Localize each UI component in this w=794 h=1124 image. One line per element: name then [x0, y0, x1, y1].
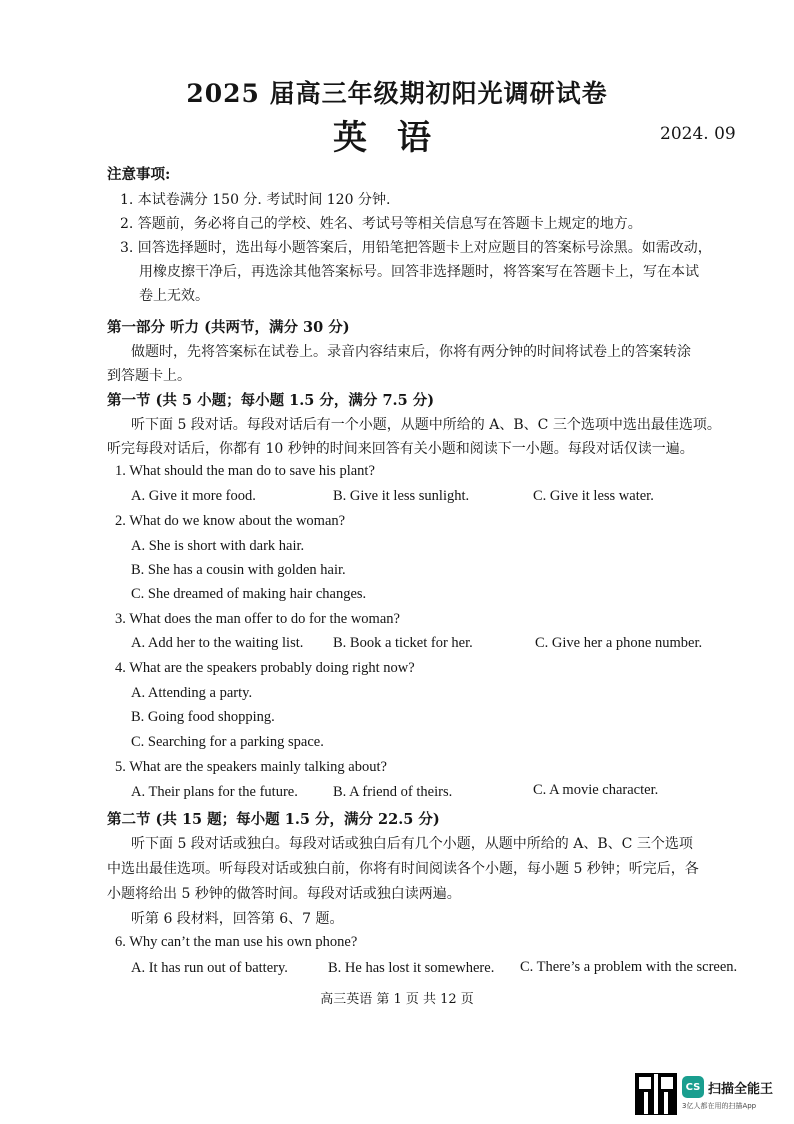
- question-6-stem: 6. Why can’t the man use his own phone?: [115, 934, 358, 950]
- question-5-option-a: A. Their plans for the future.: [131, 784, 298, 800]
- question-5-option-c: C. A movie character.: [533, 782, 659, 798]
- subject-title: 英语: [333, 118, 461, 158]
- section2-intro-line2: 中选出最佳选项。听每段对话或独白前，你将有时间阅读各个小题，每小题 5 秒钟；听完后，各: [107, 861, 699, 877]
- question-4-stem: 4. What are the speakers probably doing right now?: [115, 660, 415, 676]
- question-2-option-a: A. She is short with dark hair.: [131, 538, 305, 554]
- question-4-option-c: C. Searching for a parking space.: [131, 734, 324, 750]
- notice-item-3-cont: 用橡皮擦干净后，再选涂其他答案标号。回答非选择题时，将答案写在答题卡上，写在本试: [139, 264, 699, 280]
- notice-item-1: 1. 本试卷满分 150 分. 考试时间 120 分钟.: [120, 192, 391, 208]
- qr-code-icon: [636, 1074, 676, 1114]
- scanner-tagline: 3亿人都在用的扫描App: [682, 1102, 757, 1110]
- part1-intro-line2: 到答题卡上。: [107, 368, 191, 384]
- section1-intro-line1: 听下面 5 段对话。每段对话后有一个小题，从题中所给的 A、B、C 三个选项中选出最佳选项。: [131, 417, 721, 433]
- notice-item-2: 2. 答题前，务必将自己的学校、姓名、考试号等相关信息写在答题卡上规定的地方。: [120, 216, 642, 232]
- question-5-stem: 5. What are the speakers mainly talking about?: [115, 759, 387, 775]
- question-4-option-a: A. Attending a party.: [131, 685, 253, 701]
- question-3-stem: 3. What does the man offer to do for the woman?: [115, 611, 400, 627]
- question-2-stem: 2. What do we know about the woman?: [115, 513, 346, 529]
- section1-heading: 第一节 (共 5 小题；每小题 1.5 分，满分 7.5 分): [107, 392, 435, 409]
- question-1-option-c: C. Give it less water.: [533, 488, 654, 504]
- question-3-option-b: B. Book a ticket for her.: [333, 635, 473, 651]
- question-1-option-b: B. Give it less sunlight.: [333, 488, 470, 504]
- notice-heading: 注意事项:: [107, 166, 171, 183]
- question-4-option-b: B. Going food shopping.: [131, 709, 275, 725]
- section2-material-note: 听第 6 段材料，回答第 6、7 题。: [131, 911, 344, 927]
- question-6-option-b: B. He has lost it somewhere.: [328, 960, 495, 976]
- part1-heading: 第一部分 听力 (共两节，满分 30 分): [107, 319, 350, 336]
- question-2-option-b: B. She has a cousin with golden hair.: [131, 562, 346, 578]
- notice-item-3-end: 卷上无效。: [139, 288, 209, 304]
- question-3-option-a: A. Add her to the waiting list.: [131, 635, 304, 651]
- section2-heading: 第二节 (共 15 题；每小题 1.5 分，满分 22.5 分): [107, 811, 440, 828]
- question-6-option-c: C. There’s a problem with the screen.: [520, 959, 738, 975]
- question-2-option-c: C. She dreamed of making hair changes.: [131, 586, 367, 602]
- exam-title: 2025 届高三年级期初阳光调研试卷: [186, 79, 608, 108]
- question-1-stem: 1. What should the man do to save his plant?: [115, 463, 375, 479]
- part1-intro-line1: 做题时，先将答案标在试卷上。录音内容结束后，你将有两分钟的时间将试卷上的答案转涂: [131, 344, 691, 360]
- page-footer: 高三英语 第 1 页 共 12 页: [320, 992, 474, 1007]
- section1-intro-line2: 听完每段对话后，你都有 10 秒钟的时间来回答有关小题和阅读下一小题。每段对话仅读一遍。: [107, 441, 694, 457]
- notice-item-3: 3. 回答选择题时，选出每小题答案后，用铅笔把答题卡上对应题目的答案标号涂黑。如需改动，: [120, 240, 712, 256]
- exam-date: 2024. 09: [660, 124, 736, 144]
- question-6-option-a: A. It has run out of battery.: [131, 960, 288, 976]
- question-3-option-c: C. Give her a phone number.: [535, 635, 703, 651]
- question-5-option-b: B. A friend of theirs.: [333, 784, 453, 800]
- section2-intro-line3: 小题将给出 5 秒钟的做答时间。每段对话或独白读两遍。: [107, 886, 461, 902]
- scanner-app-name: 扫描全能王: [708, 1082, 774, 1097]
- question-1-option-a: A. Give it more food.: [131, 488, 256, 504]
- camscanner-logo-icon: CS: [682, 1076, 704, 1098]
- section2-intro-line1: 听下面 5 段对话或独白。每段对话或独白后有几个小题，从题中所给的 A、B、C 三个选项: [131, 836, 693, 852]
